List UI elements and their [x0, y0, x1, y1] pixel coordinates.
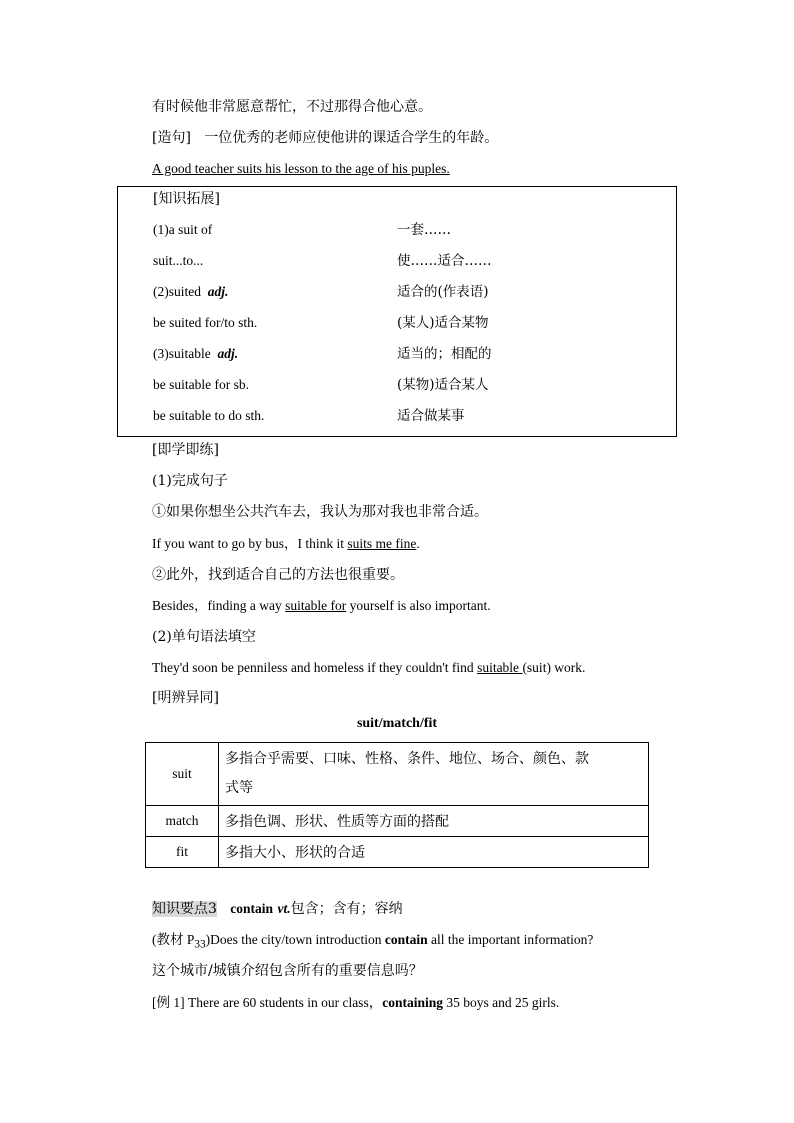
question2-en: [152, 596, 491, 616]
question2-answer: suitable for: [285, 598, 347, 613]
knowledge-title: [知识拓展]: [153, 191, 220, 207]
knowledge-row-en: (1)a suit of: [153, 222, 213, 237]
part-of-speech: adj.: [217, 346, 239, 361]
knowledge-row-en: be suitable for sb.: [153, 377, 249, 392]
example1: [152, 993, 559, 1013]
question1-text: If you want to go by bus，I think it: [152, 536, 348, 551]
knowledge-row-cn: 适当的；相配的: [397, 346, 492, 362]
compare-desc: 多指大小、形状的合适: [219, 837, 649, 868]
question1-en: [152, 534, 420, 554]
reference-text-end: all the important information?: [427, 932, 594, 947]
table-row: [146, 837, 649, 868]
knowledge-word: (2)suited: [153, 284, 201, 299]
knowledge-row-en: [153, 344, 238, 364]
question3: [152, 658, 585, 678]
question3-text-end: (suit) work.: [522, 660, 586, 675]
zaoju-tag: [造句]: [152, 130, 191, 146]
knowledge-row-cn: (某人)适合某物: [397, 315, 489, 331]
page-number: 33: [194, 938, 206, 951]
compare-word: match: [146, 806, 219, 837]
knowledge-row-cn: 一套……: [397, 222, 451, 238]
compare-desc: 多指色调、形状、性质等方面的搭配: [219, 806, 649, 837]
zaoju-line: [152, 128, 498, 148]
compare-desc-line: 式等: [225, 780, 253, 796]
knowledge-row-en: suit...to...: [153, 253, 204, 268]
example-tag: [例 1]: [152, 995, 185, 1010]
knowledge-row-en: be suited for/to sth.: [153, 315, 258, 330]
compare-title: suit/match/fit: [356, 716, 438, 731]
compare-table: [145, 742, 649, 868]
textbook-reference: [152, 930, 593, 955]
compare-word: fit: [146, 837, 219, 868]
knowledge-box: [117, 186, 677, 437]
knowledge-word: (3)suitable: [153, 346, 211, 361]
reference-cn: 这个城市/城镇介绍包含所有的重要信息吗？: [152, 963, 423, 979]
question1-cn: ①如果你想坐公共汽车去，我认为那对我也非常合适。: [152, 504, 488, 520]
point3-word: contain: [230, 901, 274, 916]
practice-title: [即学即练]: [152, 442, 219, 458]
point3-heading: [152, 899, 403, 919]
question2-text-end: yourself is also important.: [346, 598, 491, 613]
question2-text: Besides，finding a way: [152, 598, 286, 613]
knowledge-row-cn: 适合的(作表语): [397, 284, 489, 300]
knowledge-row-cn: (某物)适合某人: [397, 377, 489, 393]
knowledge-row-en: be suitable to do sth.: [153, 408, 265, 423]
compare-desc: [219, 743, 649, 806]
knowledge-row-cn: 适合做某事: [397, 408, 465, 424]
zaoju-cn: 一位优秀的老师应使他讲的课适合学生的年龄。: [204, 130, 499, 146]
example-keyword: containing: [382, 995, 443, 1010]
example-text-end: 35 boys and 25 girls.: [442, 995, 560, 1010]
point3-meaning: 包含；含有；容纳: [290, 901, 403, 917]
question3-answer: suitable: [477, 660, 523, 675]
knowledge-row-en: [153, 282, 228, 302]
table-row: [146, 743, 649, 806]
zaoju-en: A good teacher suits his lesson to the age of his puples.: [152, 161, 450, 176]
compare-tag: [明辨异同]: [152, 690, 219, 706]
point3-label: 知识要点3: [152, 901, 217, 917]
question3-text: They'd soon be penniless and homeless if they couldn't find: [152, 660, 478, 675]
part-of-speech: adj.: [207, 284, 229, 299]
question1-answer: suits me fine: [347, 536, 417, 551]
question1-end: .: [416, 536, 420, 551]
intro-line: 有时候他非常愿意帮忙，不过那得合他心意。: [152, 99, 432, 115]
practice-part2-title: (2)单句语法填空: [152, 629, 256, 645]
reference-keyword: contain: [384, 932, 428, 947]
compare-desc-line: 多指合乎需要、口味、性格、条件、地位、场合、颜色、款: [225, 751, 589, 767]
reference-text: )Does the city/town introduction: [205, 932, 385, 947]
question2-cn: ②此外，找到适合自己的方法也很重要。: [152, 567, 404, 583]
reference-text: (教材 P: [152, 932, 195, 947]
part-of-speech: vt.: [277, 901, 291, 916]
table-row: [146, 806, 649, 837]
practice-part1-title: (1)完成句子: [152, 473, 228, 489]
knowledge-row-cn: 使……适合……: [397, 253, 492, 269]
example-text: There are 60 students in our class，: [184, 995, 383, 1010]
compare-word: suit: [146, 743, 219, 806]
